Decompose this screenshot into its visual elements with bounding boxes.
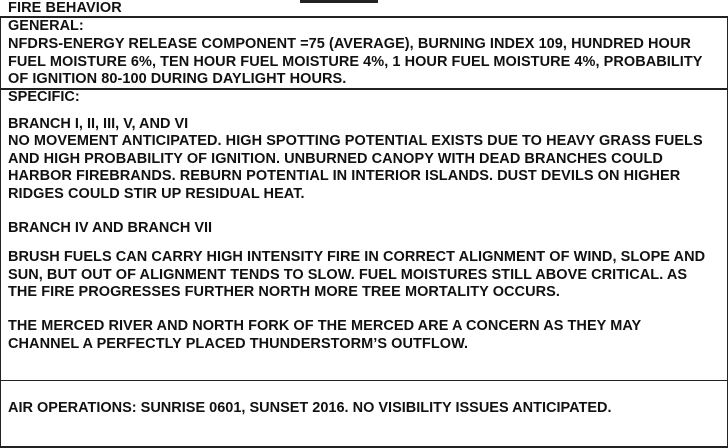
- general-label: GENERAL:: [8, 18, 84, 34]
- river-text: THE MERCED RIVER AND NORTH FORK OF THE MERCED ARE A CONCERN AS THEY MAY CHANNEL A PERFECTLY PLACED THUNDERSTORM’S OUTFLOW.: [8, 318, 642, 352]
- general-text: NFDRS-ENERGY RELEASE COMPONENT =75 (AVERAGE), BURNING INDEX 109, HUNDRED HOUR FUEL MOISTURE 6%, TEN HOUR FUEL MOISTURE 4%, 1 HOUR FUEL MOISTURE 4%, PROBABILITY OF IGNITION 80-100 DURING DAYLIGHT HOURS.: [8, 36, 703, 88]
- top-border-stub: [300, 0, 378, 3]
- branch-heading: BRANCH IV AND BRANCH VII: [8, 220, 213, 236]
- branch-text: NO MOVEMENT ANTICIPATED. HIGH SPOTTING POTENTIAL EXISTS DUE TO HEAVY GRASS FUELS AND HIGH PROBABILITY OF IGNITION. UNBURNED CANOPY WITH DEAD BRANCHES COULD HARBOR FIREBRANDS. REBURN POTENTIAL IN INTERIOR ISLANDS. DUST DEVILS ON HIGHER RIDGES COULD STIR UP RESIDUAL HEAT.: [8, 133, 703, 202]
- left-border: [0, 16, 1, 448]
- specific-label: SPECIFIC:: [8, 89, 80, 105]
- divider-line: [0, 16, 728, 18]
- branch-heading: BRANCH I, II, III, V, AND VI: [8, 116, 189, 132]
- divider-line: [0, 380, 728, 381]
- section-title: FIRE BEHAVIOR: [8, 0, 122, 16]
- air-operations-text: AIR OPERATIONS: SUNRISE 0601, SUNSET 2016. NO VISIBILITY ISSUES ANTICIPATED.: [8, 400, 612, 416]
- divider-line: [0, 88, 728, 90]
- branch-text: BRUSH FUELS CAN CARRY HIGH INTENSITY FIRE IN CORRECT ALIGNMENT OF WIND, SLOPE AND SUN, BUT OUT OF ALIGNMENT TENDS TO SLOW. FUEL MOISTURES STILL ABOVE CRITICAL. AS THE FIRE PROGRESSES FURTHER NORTH MORE TREE MORTALITY OCCURS.: [8, 249, 706, 301]
